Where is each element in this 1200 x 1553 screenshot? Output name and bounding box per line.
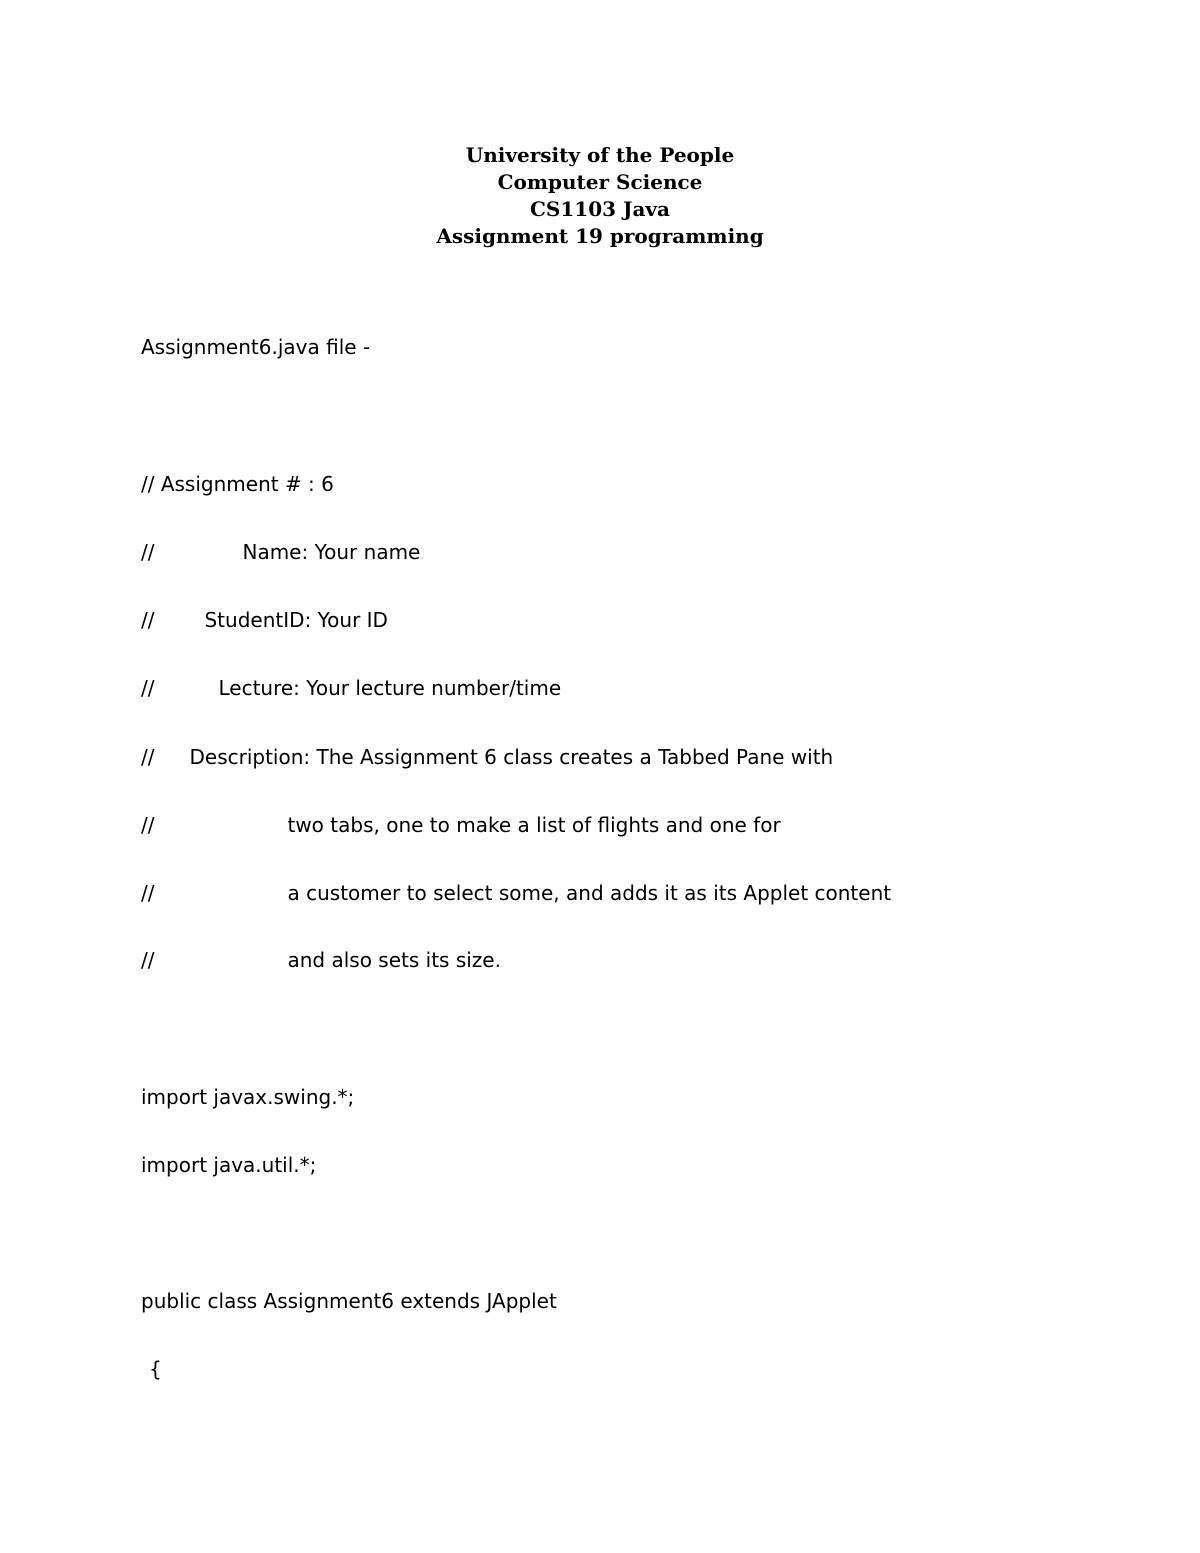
comment-marker: // bbox=[141, 540, 155, 564]
import-util: import java.util.*; bbox=[141, 1153, 317, 1177]
import-swing: import javax.swing.*; bbox=[141, 1085, 355, 1109]
comment-marker: // bbox=[141, 948, 155, 972]
comment-marker: // bbox=[141, 881, 155, 905]
document-header bbox=[0, 142, 1200, 250]
comment-student-id: StudentID: Your ID bbox=[204, 608, 388, 632]
comment-description: Description: The Assignment 6 class creates a Tabbed Pane with bbox=[189, 745, 834, 769]
comment-marker: // bbox=[141, 813, 155, 837]
comment-assignment-number: // Assignment # : 6 bbox=[141, 472, 334, 496]
header-course: CS1103 Java bbox=[530, 197, 670, 221]
comment-student-id-line bbox=[141, 608, 388, 632]
comment-lecture-line bbox=[141, 676, 561, 700]
open-brace: { bbox=[149, 1357, 162, 1381]
comment-description-4: and also sets its size. bbox=[287, 948, 501, 972]
comment-lecture: Lecture: Your lecture number/time bbox=[218, 676, 562, 700]
comment-description-line-4 bbox=[141, 948, 501, 972]
comment-description-line bbox=[141, 745, 833, 769]
header-department: Computer Science bbox=[497, 170, 703, 194]
header-university: University of the People bbox=[465, 143, 735, 167]
comment-name-line bbox=[141, 540, 420, 564]
comment-name: Name: Your name bbox=[242, 540, 421, 564]
comment-marker: // bbox=[141, 745, 155, 769]
comment-description-3: a customer to select some, and adds it as its Applet content bbox=[287, 881, 892, 905]
comment-description-2: two tabs, one to make a list of flights and one for bbox=[287, 813, 781, 837]
class-declaration: public class Assignment6 extends JApplet bbox=[141, 1289, 557, 1313]
file-label: Assignment6.java file - bbox=[141, 335, 371, 359]
header-assignment: Assignment 19 programming bbox=[436, 224, 764, 248]
comment-description-line-2 bbox=[141, 813, 781, 837]
comment-marker: // bbox=[141, 676, 155, 700]
comment-description-line-3 bbox=[141, 881, 891, 905]
comment-marker: // bbox=[141, 608, 155, 632]
